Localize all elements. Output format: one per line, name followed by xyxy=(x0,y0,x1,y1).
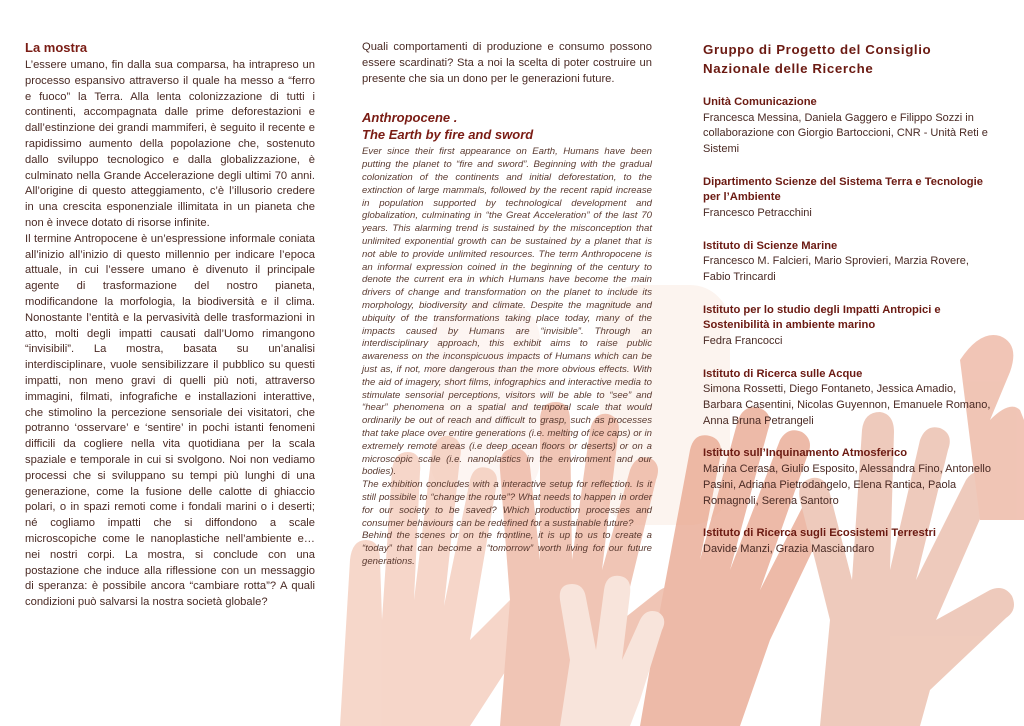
institute-members: Marina Cerasa, Giulio Esposito, Alessandra Fino, Antonello Pasini, Adriana Pietrodangelo, Elena Rantica, Paola Romagnoli, Serena Santoro xyxy=(703,462,991,507)
english-description xyxy=(362,146,652,568)
institute-block xyxy=(703,303,991,350)
italian-description xyxy=(25,58,315,611)
italian-closing-text: Quali comportamenti di produzione e consumo possono essere scardinati? Sta a noi la scelta di poter costruire un presente che sia un dono per le generazioni future. xyxy=(362,41,652,85)
institute-members: Francesco M. Falcieri, Mario Sprovieri, Marzia Rovere, Fabio Trincardi xyxy=(703,255,969,283)
project-group-title-line-1: Gruppo di Progetto del Consiglio xyxy=(703,42,932,57)
institute-name: Istituto di Scienze Marine xyxy=(703,239,838,252)
institute-block xyxy=(703,526,991,557)
institute-block xyxy=(703,175,991,222)
paragraph: L’essere umano, fin dalla sua comparsa, ha intrapreso un processo espansivo attraverso il quale ha messo a “ferro e fuoco” la Terra. Alla lenta colonizzazione di tutti i continenti, accompagnata dalle prime deforestazioni e dall’estinzione dei grandi mammiferi, è seguito il recente e rapidissimo aumento della popolazione che, sostenuto dallo sviluppo tecnologico e dalla globalizzazione, è culminato nella Grande Accelerazione degli ultimi 70 anni. All’origine di questo atteggiamento, c’è l’illusorio credere in una crescita esponenziale illimitata in un pianeta che non è invece dotato di risorse infinite. xyxy=(25,59,315,229)
institute-name: Istituto di Ricerca sulle Acque xyxy=(703,367,863,380)
column-la-mostra xyxy=(25,40,315,611)
institute-name: Istituto di Ricerca sugli Ecosistemi Terrestri xyxy=(703,527,936,540)
section-heading-la-mostra: La mostra xyxy=(25,40,88,55)
institute-members: Davide Manzi, Grazia Masciandaro xyxy=(703,542,875,555)
paragraph: The exhibition concludes with a interactive setup for reflection. Is it still possibile to “change the route”? What needs to happen in order for our society to be saved? Which production processes and consumer behaviours can be redefined for a sustainable future? xyxy=(362,479,652,529)
english-title-line-2: The Earth by fire and sword xyxy=(362,127,534,143)
institute-members: Simona Rossetti, Diego Fontaneto, Jessica Amadio, Barbara Casentini, Nicolas Guyennon, Emanuele Romano, Anna Bruna Petrangeli xyxy=(703,383,991,427)
project-group-title xyxy=(703,40,991,78)
institute-block xyxy=(703,95,991,158)
project-group-title-line-2: Nazionale delle Ricerche xyxy=(703,61,874,76)
institute-block xyxy=(703,367,991,430)
english-title-line-1: Anthropocene . xyxy=(362,110,458,126)
institute-name: Unità Comunicazione xyxy=(703,96,817,108)
english-title xyxy=(362,109,652,143)
paragraph: Behind the scenes or on the frontline, it is up to us to create a “today” that can become a “tomorrow” worth living for our future generations. xyxy=(362,530,652,567)
institute-block xyxy=(703,446,991,509)
institute-name: Istituto sull’Inquinamento Atmosferico xyxy=(703,447,908,460)
column-project-group xyxy=(703,40,991,575)
institute-members: Fedra Francocci xyxy=(703,334,783,347)
institute-name: Dipartimento Scienze del Sistema Terra e Tecnologie per l’Ambiente xyxy=(703,175,983,204)
institute-members: Francesca Messina, Daniela Gaggero e Filippo Sozzi in collaborazione con Giorgio Bartoccioni, CNR - Unità Reti e Sistemi xyxy=(703,111,988,156)
institute-block xyxy=(703,239,991,286)
column-anthropocene xyxy=(362,40,652,569)
paragraph: Ever since their first appearance on Earth, Humans have been putting the planet to “fire and sword”. Beginning with the gradual colonization of the continents and initial deforestation, to the extinction of large mammals, followed by the recent rapid increase in population supported by technological development and globalization, culminating in “the Great Acceleration” of the last 70 years. This alarming trend is sustained by the misconception that unlimited exponential growth can be sustained by a planet that is not able to provide unlimited resources. The term Anthropocene is an informal expression coined in the beginning of the century to denote the current era in which Humans have become the main drivers of change and transformation on the planet to include its morphology, biodiversity and climate. Despite the magnitude and ubiquity of the transformations taking place today, many of the impacts caused by Humans are “invisible”. Through an interdisciplinary approach, this exhibit aims to raise public awareness on the inconspicuous impacts of Humans which can be just as, if not, more dangerous than the more obvious effects. With the aid of imagery, short films, infographics and interactive media to stimulate sensorial perceptions, visitors will be able to “see” and “hear” phenomena on a spatial and temporal scale that would ordinarily be out of reach and difficult to grasp, such as processes that take place over entire generations (i.e. melting of ice caps) or in extremely remote areas (i.e deep ocean floors or deserts) or on a microscopic scale (i.e. nanoplastics in the environment and our bodies). xyxy=(362,146,652,478)
institute-name: Istituto per lo studio degli Impatti Antropici e Sostenibilità in ambiente marino xyxy=(703,303,941,332)
paragraph: Il termine Antropocene è un’espressione informale coniata all’inizio all’inizio di questo millennio per indicare l’epoca attuale, in cui l’essere umano è divenuto il principale agente di trasformazione del nostro pianeta, modificandone la morfologia, la biodiversità e il clima. Nonostante l’entità e la pervasività delle trasformazioni in atto, molti degli impatti causati dall’Uomo rimangono “invisibili”. La mostra, basata su un’analisi interdisciplinare, vuole sensibilizzare il pubblico su questi impatti, non meno gravi di quelli più noti, attraverso immagini, filmati, infografiche e installazioni interattive, che stimolino la percezione sensoriale dei visitatori, che potranno ‘osservare’ e ‘sentire’ in pochi istanti fenomeni difficili da cogliere nella vita quotidiana per la scala spaziale e temporale in cui si svolgono. Noi non vediamo processi che si sviluppano su tempi più lunghi di una generazione, come la fusione delle calotte di ghiaccio polari, o in spazi remoti come i fondali marini o i deserti; né cogliamo impatti che si diffondono a scale microscopiche come le nanoplastiche nell’ambiente e…nei nostri corpi. La mostra, si conclude con una postazione che induce alla riflessione con un messaggio di speranza: è possibile ancora “cambiare rotta”? A quali condizioni può salvarsi la nostra società globale? xyxy=(25,232,315,609)
institute-members: Francesco Petracchini xyxy=(703,206,812,219)
